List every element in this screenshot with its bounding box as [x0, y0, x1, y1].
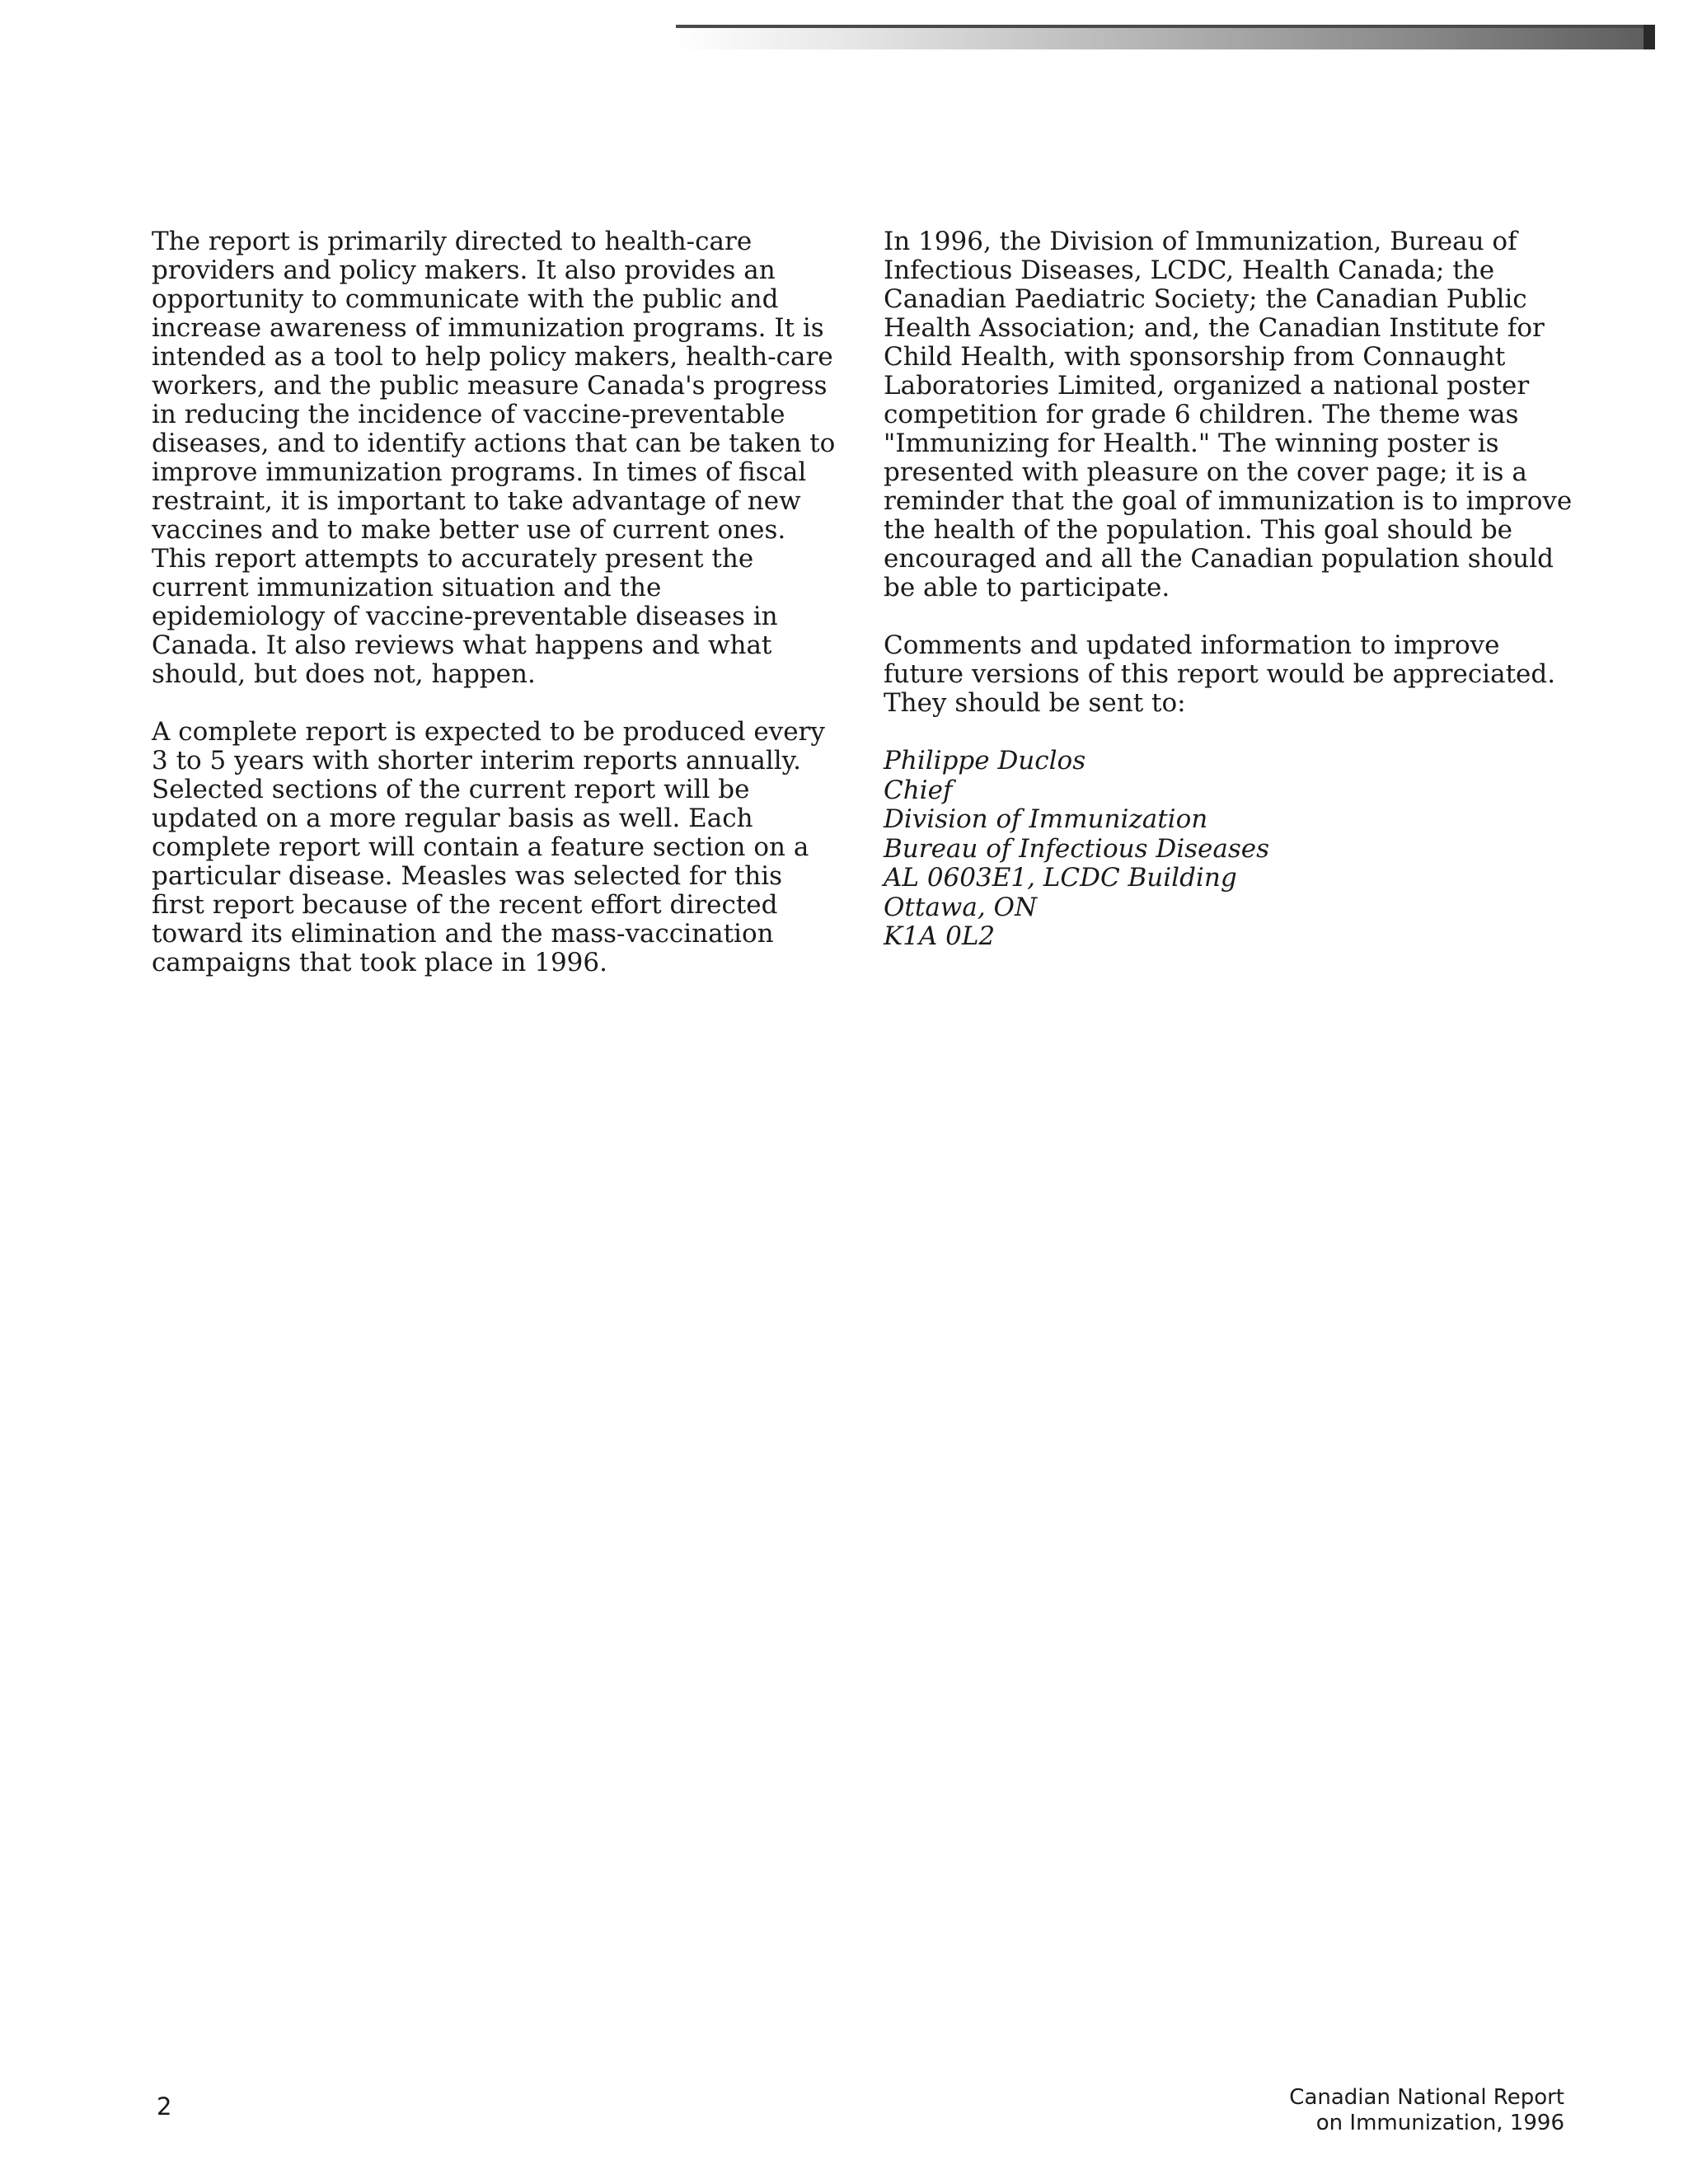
left-paragraph-1: The report is primarily directed to health-care providers and policy makers. It also provides an opportunity to communicate with the public and increase awareness of immunization programs. It is intended as a tool to help policy makers, health-care workers, and the public measure Canada's progress in reducing the incidence of vaccine-preventable diseases, and to identify actions that can be taken to improve immunization programs. In times of fiscal restraint, it is important to take advantage of new vaccines and to make better use of current ones. This report attempts to accurately present the current immunization situation and the epidemiology of vaccine-preventable diseases in Canada. It also reviews what happens and what should, but does not, happen.: [152, 227, 836, 689]
right-paragraph-1: In 1996, the Division of Immunization, Bureau of Infectious Diseases, LCDC, Health Canada; the Canadian Paediatric Society; the Canadian Public Health Association; and, the Canadian Institute for Child Health, with sponsorship from Connaught Laboratories Limited, organized a national poster competition for grade 6 children. The theme was "Immunizing for Health." The winning poster is presented with pleasure on the cover page; it is a reminder that the goal of immunization is to improve the health of the population. This goal should be encouraged and all the Canadian population should be able to participate.: [884, 227, 1573, 602]
contact-division: Division of Immunization: [884, 804, 1208, 834]
footer-report-title: [1070, 2085, 1564, 2136]
contact-postal-code: K1A 0L2: [884, 921, 996, 951]
right-paragraph-2: Comments and updated information to improve future versions of this report would be appreciated. They should be sent to:: [884, 630, 1556, 718]
header-decorative-bar: [676, 25, 1655, 49]
contact-name: Philippe Duclos: [884, 746, 1086, 776]
contact-building: AL 0603E1, LCDC Building: [884, 863, 1237, 893]
footer-title-line-2: on Immunization, 1996: [1315, 2111, 1564, 2135]
right-column: [884, 227, 1576, 952]
contact-title: Chief: [884, 775, 953, 805]
contact-address: [884, 747, 1576, 952]
footer-title-line-1: Canadian National Report: [1289, 2085, 1564, 2110]
contact-city: Ottawa, ON: [884, 892, 1038, 922]
left-paragraph-2: A complete report is expected to be produced every 3 to 5 years with shorter interim reports annually. Selected sections of the current report will be updated on a more regular basis as well. Each complete report will contain a feature section on a particular disease. Measles was selected for this first report because of the recent effort directed toward its elimination and the mass-vaccination campaigns that took place in 1996.: [152, 717, 825, 977]
page-number: 2: [157, 2093, 172, 2121]
left-column: [152, 227, 836, 1006]
contact-bureau: Bureau of Infectious Diseases: [884, 833, 1270, 864]
